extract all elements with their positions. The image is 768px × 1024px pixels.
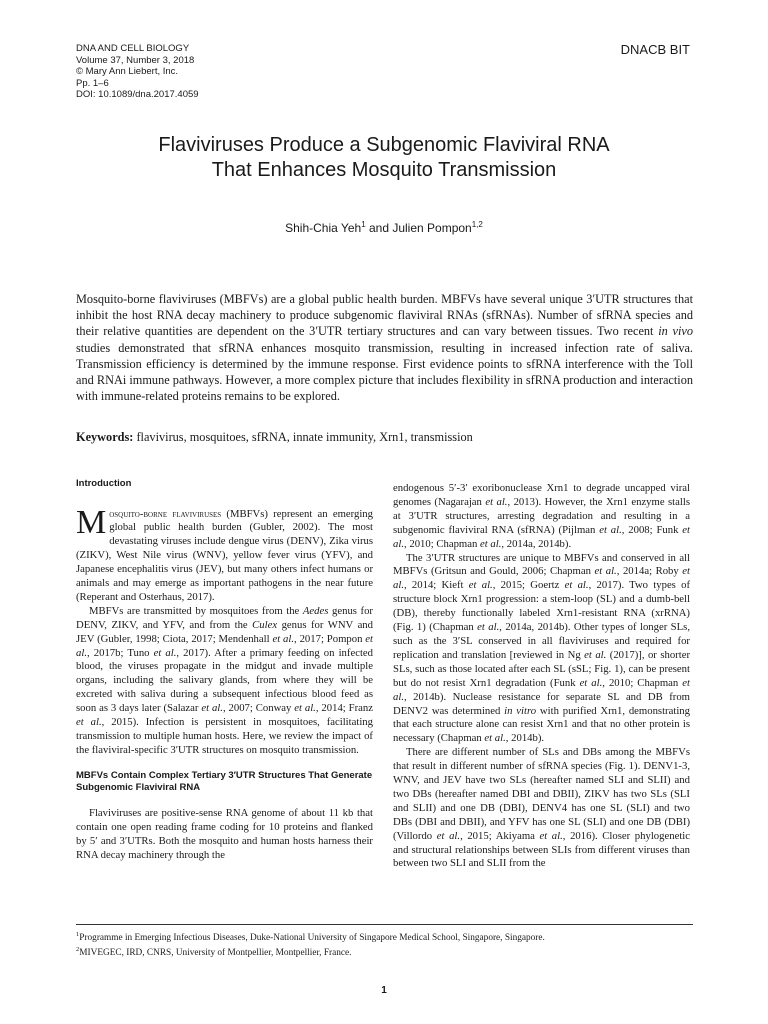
footnote-text: Programme in Emerging Infectious Diseases, Duke-National University of Singapore Medical School, Singapore, Singapore. (79, 933, 545, 944)
paragraph-text: with purified Xrn1, demonstrating that each structure alone can resist Xrn1 and that no other protein is necessary (Chapman (393, 704, 690, 745)
paragraph-text: , 2017b; Tuno (87, 646, 154, 659)
italic-text: et al. (76, 716, 102, 729)
footnote-marker: 1 (76, 931, 80, 938)
italic-text: et al. (294, 702, 316, 715)
paragraph-text: endogenous 5′-3′ exoribonuclease Xrn1 to degrade uncapped viral genomes (Nagarajan (393, 482, 690, 508)
page-number: 1 (381, 985, 387, 996)
italic-text: et al. (564, 579, 589, 592)
italic-text: et al. (480, 537, 502, 550)
italic-text: et al. (393, 676, 690, 703)
italic-text: et al. (76, 632, 373, 659)
author-2-affiliation: 1,2 (471, 220, 483, 229)
paragraph-text: genus for DENV, ZIKV, and YFV, and from the (76, 604, 373, 631)
paper-title (60, 133, 708, 183)
paragraph (76, 605, 373, 758)
paragraph-text: Flaviviruses are positive-sense RNA genome of about 11 kb that contain one open reading frame coding for 10 proteins and flanked by 5′ and 3′UTRs. Both the mosquito and human hosts harness their RNA decay machinery through the (76, 806, 373, 861)
footnote-2 (76, 944, 693, 959)
keywords-label: Keywords: (76, 430, 134, 444)
paragraph-text: , 2008; Funk (621, 523, 683, 536)
keywords-text: flavivirus, mosquitoes, sfRNA, innate immunity, Xrn1, transmission (133, 430, 473, 444)
italic-text: et al. (153, 646, 177, 659)
italic-text: et al. (539, 829, 563, 842)
paragraph (393, 482, 690, 552)
paragraph-text: , 2014b). (505, 732, 545, 745)
footnote-divider (76, 924, 693, 925)
italic-text: et al. (272, 632, 295, 645)
italic-text: et al. (579, 676, 603, 689)
journal-copyright: © Mary Ann Liebert, Inc. (76, 66, 179, 78)
italic-text: et al. (477, 621, 500, 634)
section-heading-introduction: Introduction (76, 478, 132, 489)
journal-pages: Pp. 1–6 (76, 77, 109, 89)
abstract (76, 291, 693, 404)
italic-text: in vitro (504, 704, 537, 717)
paragraph-text: , 2010; Chapman (602, 676, 683, 689)
footnote-marker: 2 (76, 946, 80, 954)
paragraph (76, 807, 373, 863)
italic-text: et al. (485, 495, 508, 508)
paragraph-text: , 2017). Two types of structure block Xrn1 progression: a stem-loop (SL) and a dumb-bell (DB), thereby functionally labeled Xrn1-resistant RNA (xrRNA) (Fig. 1) (Chapman (393, 579, 691, 634)
footnote-text: MIVEGEC, IRD, CNRS, University of Montpellier, Montpellier, France. (79, 948, 352, 959)
italic-text: et al. (594, 565, 617, 578)
italic-text: Culex (252, 618, 278, 631)
author-1: Shih-Chia Yeh (285, 221, 362, 235)
small-caps-lead: osquito-borne flaviviruses (109, 507, 222, 520)
paragraph-text: , 2016). Closer phylogenetic and structural relationships between SLIs from different viruses than between two SLI and SLII from the (393, 829, 690, 870)
abstract-italic: in vivo (658, 324, 693, 339)
paragraph (393, 746, 690, 871)
footnote-1 (76, 929, 693, 944)
drop-cap: M (76, 503, 107, 541)
title-line-2: That Enhances Mosquito Transmission (211, 159, 557, 181)
journal-doi: DOI: 10.1089/dna.2017.4059 (76, 89, 199, 101)
paragraph-text: , 2010; Chapman (404, 537, 480, 550)
paragraph-text: , 2014; Kieft (404, 579, 469, 592)
author-list (60, 220, 708, 235)
paragraph-text: genus for WNV and JEV (Gubler, 1998; Ciota, 2017; Mendenhall (76, 618, 373, 645)
paragraph-text: MBFVs are transmitted by mosquitoes from the (89, 604, 303, 617)
paragraph (393, 552, 690, 747)
journal-info (76, 43, 199, 101)
paragraph-text: , 2014; Franz (315, 702, 373, 715)
footnotes (76, 929, 693, 959)
journal-volume: Volume 37, Number 3, 2018 (76, 54, 195, 66)
paragraph-text: , 2014b). Nuclease resistance for separate SL and DB from DENV2 was determined (393, 690, 690, 717)
paragraph-text: , 2015). Infection is persistent in mosquitoes, facilitating transmission to multiple human hosts. Here, we review the impact of the flaviviral-specific 3′UTR structures on mosquito transmission. (76, 716, 373, 756)
author-1-affiliation: 1 (361, 220, 366, 229)
author-conjunction: and (365, 221, 393, 235)
paragraph-text: , 2013). However, the Xrn1 enzyme stalls at 3′UTR structures, arresting degradation and resulting in a subgenomic flaviviral RNA (sfRNA) (Pijlman (393, 495, 690, 536)
paragraph-text: , 2015; Goertz (492, 579, 565, 592)
paragraph-text: , 2007; Conway (222, 702, 295, 715)
keywords (76, 430, 693, 445)
journal-name: DNA AND CELL BIOLOGY (76, 43, 190, 54)
paragraph-text: The 3′UTR structures are unique to MBFVs and conserved in all MBFVs (Gritsun and Gould, 2006; Chapman (393, 551, 690, 578)
journal-code: DNACB BIT (620, 42, 690, 57)
italic-text: et al. (436, 829, 461, 842)
abstract-text: Mosquito-borne flaviviruses (MBFVs) are a global public health burden. MBFVs have several unique 3′UTR structures that inhibit the host RNA decay machinery to produce subgenomic flaviviral RNAs (sfRNAs). Number of sfRNA species and their relative quantities are dependent on the 3′UTR tertiary structures and can vary between tissues. Two recent (76, 292, 693, 339)
right-column (393, 482, 690, 871)
paragraph-text: There are different number of SLs and DBs among the MBFVs that result in different number of sfRNA species (Fig. 1). DENV1-3, WNV, and JEV have two SLs (hereafter named SLI and SLII) and two DBs (hereafter named DBI and DBII), ZIKV has two SLs (SLI and SLII) and one DB (DBI), DENV4 has one SL (SLI) and two DBs (DBI and DBII), and YFV has one SL (SLI) and one DB (DBI) (Villordo (393, 746, 690, 842)
paragraph-text: , 2014a; Roby (616, 565, 683, 578)
paragraph-text: , 2014a, 2014b). (501, 537, 572, 550)
italic-text: et al. (201, 702, 223, 715)
paragraph (76, 503, 373, 605)
paragraph-text: , 2015; Akiyama (460, 829, 540, 842)
italic-text: et al. (468, 579, 493, 592)
paragraph-text: , 2017; Pompon (294, 632, 366, 645)
paragraph-text: (MBFVs) represent an emerging global public health burden (Gubler, 2002). The most devastating viruses include dengue virus (DENV), Zika virus (ZIKV), West Nile virus (WNV), yellow fever virus (YFV), and Japanese encephalitis virus (JEV), but many others infect humans or animals and may emerge as important pathogens in the near future (Reperant and Osterhaus, 2017). (76, 507, 373, 603)
paragraph-text: , 2014a, 2014b). Other types of longer SLs, such as the 3′SL conserved in all flaviviruses and required for replication and translation [reviewed in Ng (393, 621, 690, 661)
italic-text: et al. (484, 732, 506, 745)
italic-text: et al. (393, 565, 691, 592)
italic-text: et al. (393, 523, 690, 550)
paragraph-text: , 2017). After a primary feeding on infected blood, the viruses propagate in the midgut and invade multiple organs, including the salivary glands, from where they will be excreted with saliva during a subsequent infectious blood feed as soon as 3 days later (Salazar (76, 646, 374, 715)
paragraph-text: (2017)], or shorter SLs, such as those located after each SL (sSL; Fig. 1), can be present but do not resist Xrn1 degradation (Funk (393, 648, 691, 689)
author-2: Julien Pompon (392, 221, 472, 235)
italic-text: et al. (599, 523, 622, 536)
abstract-text: studies demonstrated that sfRNA enhances mosquito transmission, resulting in increased infection rate of saliva. Transmission efficiency is determined by the immune response. First evidence points to sfRNA interference with the Toll and RNAi immune pathways. However, a more complex picture that includes flexibility in sfRNA production and interaction with immune-related proteins remains to be explored. (76, 340, 693, 404)
title-line-1: Flaviviruses Produce a Subgenomic Flaviviral RNA (158, 134, 610, 156)
italic-text: Aedes (302, 604, 329, 617)
left-column (76, 478, 373, 862)
italic-text: et al. (584, 648, 607, 661)
section-heading-mbfv-structures: MBFVs Contain Complex Tertiary 3′UTR Structures That Generate Subgenomic Flaviviral RNA (76, 769, 373, 794)
